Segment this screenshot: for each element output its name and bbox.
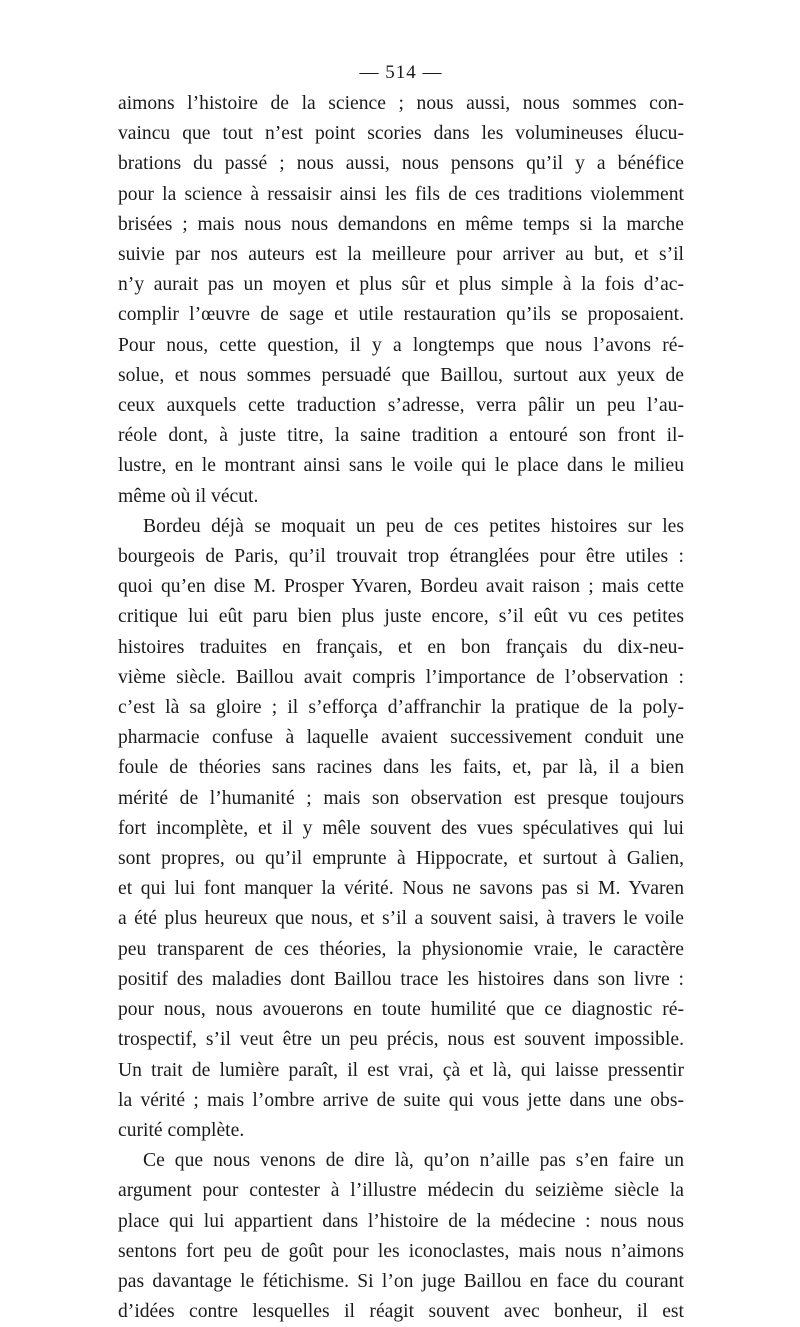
text-line: pour la science à ressaisir ainsi les fils de ces traditions violemment: [118, 183, 684, 205]
text-line: et qui lui font manquer la vérité. Nous ne savons pas si M. Yvaren: [118, 878, 684, 900]
text-line: brisées ; mais nous nous demandons en même temps si la marche: [118, 213, 684, 235]
text-line: pharmacie confuse à laquelle avaient successivement conduit une: [118, 727, 684, 749]
text-line: argument pour contester à l’illustre médecin du seizième siècle la: [118, 1180, 684, 1202]
text-line: mérité de l’humanité ; mais son observation est presque toujours: [118, 787, 684, 809]
text-line: solue, et nous sommes persuadé que Baillou, surtout aux yeux de: [118, 364, 684, 386]
text-line: vième siècle. Baillou avait compris l’importance de l’observation :: [118, 666, 684, 688]
text-line: complir l’œuvre de sage et utile restauration qu’ils se proposaient.: [118, 304, 684, 326]
text-line: réole dont, à juste titre, la saine tradition a entouré son front il-: [118, 425, 684, 447]
text-line: sont propres, ou qu’il emprunte à Hippocrate, et surtout à Galien,: [118, 848, 684, 870]
text-line: d’idées contre lesquelles il réagit souvent avec bonheur, il est: [118, 1301, 684, 1323]
text-line: positif des maladies dont Baillou trace les histoires dans son livre :: [118, 968, 684, 990]
page: [118, 58, 684, 1327]
paragraph: [118, 512, 684, 1146]
text-line: pour nous, nous avouerons en toute humilité que ce diagnostic ré-: [118, 999, 684, 1021]
text-line: quoi qu’en dise M. Prosper Yvaren, Bordeu avait raison ; mais cette: [118, 576, 684, 598]
text-line: pas davantage le fétichisme. Si l’on juge Baillou en face du courant: [118, 1270, 684, 1292]
text-line: fort incomplète, et il y mêle souvent des vues spéculatives qui lui: [118, 817, 684, 839]
text-line: Bordeu déjà se moquait un peu de ces petites histoires sur les: [143, 515, 684, 537]
text-line: curité complète.: [118, 1119, 245, 1141]
text-line: n’y aurait pas un moyen et plus sûr et plus simple à la fois d’ac-: [118, 274, 684, 296]
text-line: brations du passé ; nous aussi, nous pensons qu’il y a bénéfice: [118, 153, 684, 175]
text-line: lustre, en le montrant ainsi sans le voile qui le place dans le milieu: [118, 455, 684, 477]
text-line: la vérité ; mais l’ombre arrive de suite qui vous jette dans une obs-: [118, 1089, 684, 1111]
text-line: peu transparent de ces théories, la physionomie vraie, le caractère: [118, 938, 684, 960]
text-line: suivie par nos auteurs est la meilleure pour arriver au but, et s’il: [118, 244, 684, 266]
text-line: place qui lui appartient dans l’histoire de la médecine : nous nous: [118, 1210, 684, 1232]
text-line: sentons fort peu de goût pour les iconoclastes, mais nous n’aimons: [118, 1240, 684, 1262]
paragraph: [118, 89, 684, 512]
text-line: trospectif, s’il veut être un peu précis, nous est souvent impossible.: [118, 1029, 684, 1051]
text-line: histoires traduites en français, et en bon français du dix-neu-: [118, 636, 684, 658]
text-line: c’est là sa gloire ; il s’efforça d’affranchir la pratique de la poly-: [118, 697, 684, 719]
text-line: critique lui eût paru bien plus juste encore, s’il eût vu ces petites: [118, 606, 684, 628]
paragraph: [118, 1146, 684, 1327]
text-line: Un trait de lumière paraît, il est vrai, çà et là, qui laisse pressentir: [118, 1059, 684, 1081]
text-line: même où il vécut.: [118, 485, 259, 507]
text-line: Pour nous, cette question, il y a longtemps que nous l’avons ré-: [118, 334, 684, 356]
page-number: — 514 —: [359, 62, 443, 83]
text-line: aimons l’histoire de la science ; nous aussi, nous sommes con-: [118, 93, 684, 114]
text-line: a été plus heureux que nous, et s’il a souvent saisi, à travers le voile: [118, 908, 684, 930]
text-line: vaincu que tout n’est point scories dans les volumineuses élucu-: [118, 123, 684, 145]
text-line: bourgeois de Paris, qu’il trouvait trop étranglées pour être utiles :: [118, 546, 684, 568]
text-line: ceux auxquels cette traduction s’adresse, verra pâlir un peu l’au-: [118, 395, 684, 417]
body-text: [118, 89, 684, 1327]
text-line: foule de théories sans racines dans les faits, et, par là, il a bien: [118, 757, 684, 779]
text-line: Ce que nous venons de dire là, qu’on n’aille pas s’en faire un: [143, 1150, 684, 1172]
